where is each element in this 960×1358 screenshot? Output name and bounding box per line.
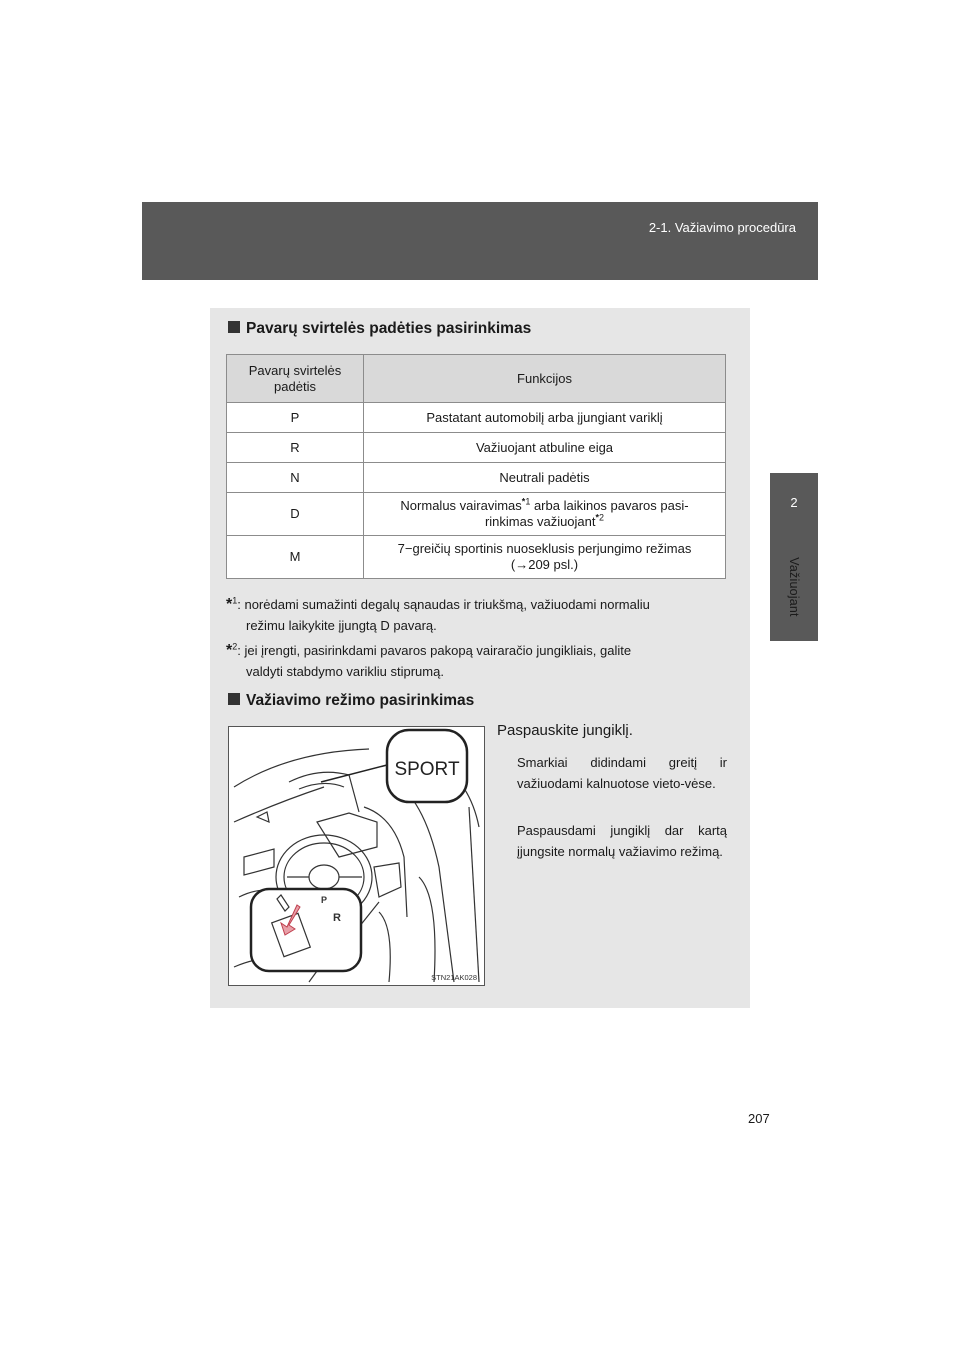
chapter-label: Važiuojant xyxy=(787,557,801,617)
paragraph: Paspausdami jungiklį dar kartą įjungsite normalų važiavimo režimą. xyxy=(517,823,727,859)
sport-label: SPORT xyxy=(394,759,460,780)
gear-position: D xyxy=(227,493,364,536)
gear-position: N xyxy=(227,463,364,493)
table-header-row xyxy=(227,355,726,403)
paragraph: Smarkiai didindami greitį ir važiuodami kalnuotose vieto-vėse. xyxy=(517,755,727,791)
table-row xyxy=(227,463,726,493)
section-title: 2-1. Važiavimo procedūra xyxy=(648,220,796,235)
gear-position: R xyxy=(227,433,364,463)
square-bullet-icon xyxy=(228,693,240,705)
gear-function: Neutrali padėtis xyxy=(364,463,726,493)
illustration-code: STN21AK028 xyxy=(431,973,477,982)
step-instruction: Paspauskite jungiklį. xyxy=(497,722,633,739)
table-header-position: Pavarų svirtelės padėtis xyxy=(227,355,364,403)
section-heading-gear: Pavarų svirtelės padėties pasirinkimas xyxy=(228,320,531,338)
section-heading-driving-mode: Važiavimo režimo pasirinkimas xyxy=(228,692,474,710)
table-row xyxy=(227,493,726,536)
gear-position: P xyxy=(227,403,364,433)
page-number: 207 xyxy=(748,1111,770,1126)
chapter-number: 2 xyxy=(790,495,798,510)
table-row xyxy=(227,403,726,433)
header-band xyxy=(142,202,818,280)
car-interior-drawing xyxy=(229,727,484,985)
gear-function: Normalus vairavimas$^{*1}$ arba laikinos pavaros pasi- rinkimas važiuojant$^{*2}$ xyxy=(364,493,726,536)
footnote-1: *$^1$: norėdami sumažinti degalų sąnaudas ir triukšmą, važiuodami normaliu režimu laikykite įjungtą D pavarą. xyxy=(226,595,650,633)
table-row xyxy=(227,536,726,579)
gear-function: Važiuojant atbuline eiga xyxy=(364,433,726,463)
footnote-2: *$^2$: jei įrengti, pasirinkdami pavaros pakopą vairaračio jungikliais, galite valdyti stabdymo varikliu stiprumą. xyxy=(226,641,632,679)
gear-position-table xyxy=(226,354,726,579)
gear-function: 7−greičių sportinis nuoseklusis perjungimo režimas (→209 psl.) xyxy=(364,536,726,579)
square-bullet-icon xyxy=(228,321,240,333)
sport-switch-illustration xyxy=(228,726,485,986)
table-header-function: Funkcijos xyxy=(364,355,726,403)
table-row xyxy=(227,433,726,463)
gear-position: M xyxy=(227,536,364,579)
gear-letter-r: R xyxy=(333,912,341,924)
gear-letter-p: P xyxy=(321,895,328,905)
gear-function: Pastatant automobilį arba įjungiant variklį xyxy=(364,403,726,433)
chapter-label-container xyxy=(770,473,818,641)
